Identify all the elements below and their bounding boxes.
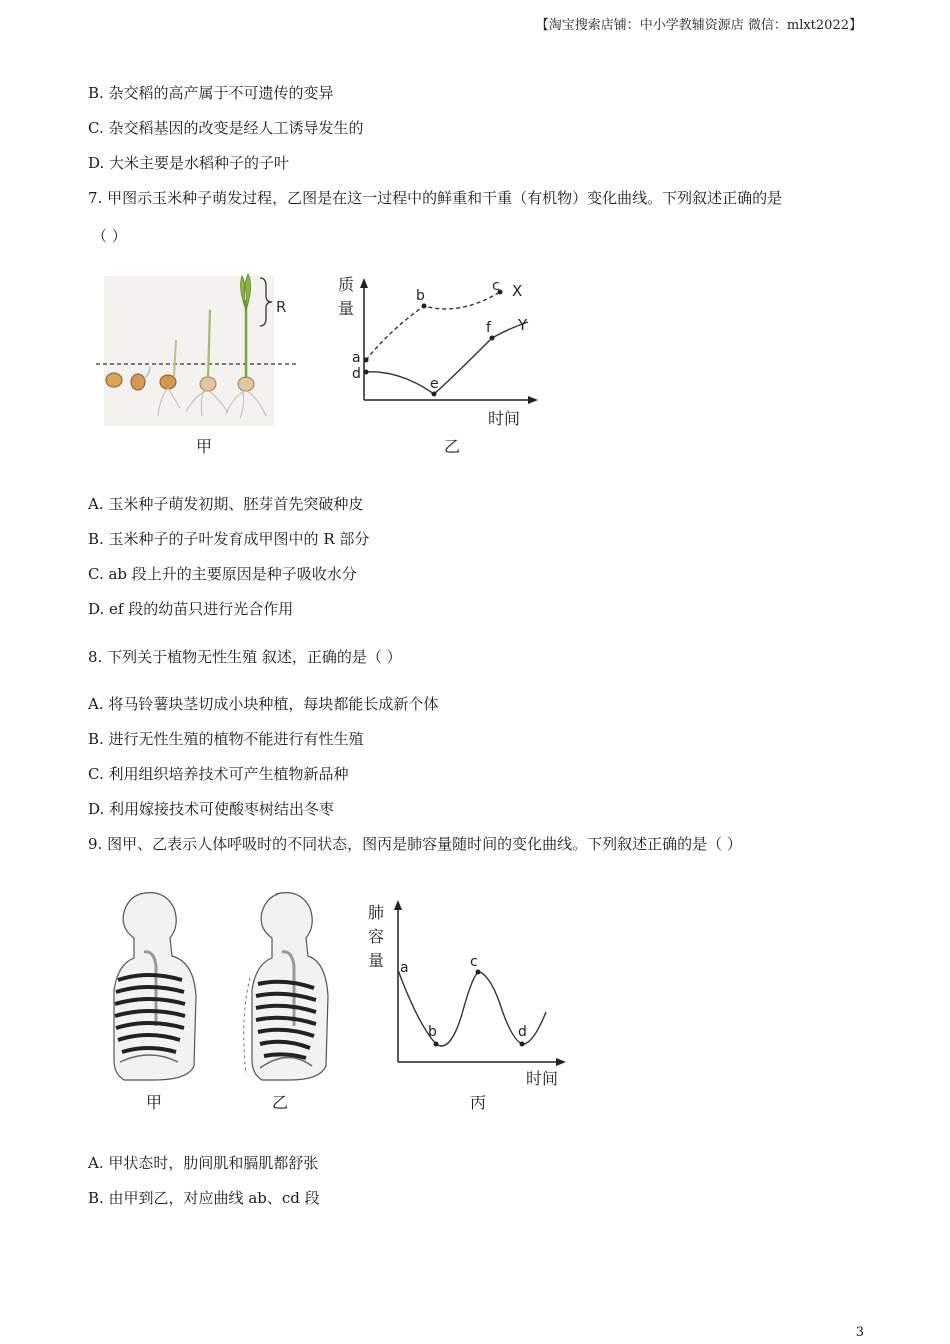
q7-option-b: B. 玉米种子的子叶发育成甲图中的 R 部分 <box>88 530 370 548</box>
caption-yi: 乙 <box>444 437 461 456</box>
ylabel-1: 肺 <box>368 903 385 922</box>
label-b: b <box>428 1024 437 1040</box>
point-b <box>422 304 427 309</box>
q9-option-b: B. 由甲到乙，对应曲线 ab、cd 段 <box>88 1189 320 1207</box>
q7-option-a: A. 玉米种子萌发初期、胚芽首先突破种皮 <box>88 495 364 513</box>
ylabel-2: 容 <box>368 927 385 946</box>
q6-option-c: C. 杂交稻基因的改变是经人工诱导发生的 <box>88 119 364 137</box>
label-a: a <box>400 960 409 976</box>
figure-lung-volume <box>362 894 572 1090</box>
q6-option-d: D. 大米主要是水稻种子的子叶 <box>88 154 290 172</box>
point-d <box>364 370 369 375</box>
ylabel-2: 量 <box>338 299 355 318</box>
q7-answer-blank: （ ） <box>92 227 127 245</box>
label-a: a <box>352 350 361 366</box>
label-c: c <box>492 278 500 294</box>
q7-option-c: C. ab 段上升的主要原因是种子吸收水分 <box>88 565 357 583</box>
caption-bing: 丙 <box>470 1093 487 1112</box>
figure-body-jia <box>100 888 200 1084</box>
chest-outline-dashed <box>244 978 250 1074</box>
point-f <box>490 336 495 341</box>
q8-option-a: A. 将马铃薯块茎切成小块种植，每块都能长成新个体 <box>88 695 439 713</box>
page-header: 【淘宝搜索店铺：中小学教辅资源店 微信：mlxt2022】 <box>535 18 862 33</box>
ylabel-1: 质 <box>338 275 355 294</box>
series-x-label: X <box>512 282 523 300</box>
q8-stem: 8. 下列关于植物无性生殖 叙述，正确的是（ ） <box>88 648 402 666</box>
caption-jia: 甲 <box>196 437 213 456</box>
seed-1 <box>106 373 122 387</box>
figure-weight-curve <box>330 270 550 430</box>
label-b: b <box>416 288 425 304</box>
point-a <box>364 358 369 363</box>
label-c: c <box>470 954 478 970</box>
q6-option-b: B. 杂交稻的高产属于不可遗传的变异 <box>88 84 334 102</box>
label-r: R <box>276 298 287 316</box>
q8-option-b: B. 进行无性生殖的植物不能进行有性生殖 <box>88 730 364 748</box>
label-f: f <box>486 320 491 336</box>
q9-stem: 9. 图甲、乙表示人体呼吸时的不同状态，图丙是肺容量随时间的变化曲线。下列叙述正确的是（ ） <box>88 835 742 853</box>
point-e <box>432 392 437 397</box>
q8-option-c: C. 利用组织培养技术可产生植物新品种 <box>88 765 349 783</box>
xlabel: 时间 <box>526 1069 559 1088</box>
series-y-label: Y <box>518 316 528 334</box>
label-e: e <box>430 376 439 392</box>
caption-body-yi: 乙 <box>272 1093 289 1112</box>
page-number: 3 <box>855 1325 864 1340</box>
point-b <box>434 1042 439 1047</box>
body-outline <box>252 893 328 1080</box>
caption-body-jia: 甲 <box>146 1093 163 1112</box>
ylabel-3: 量 <box>368 951 385 970</box>
label-d: d <box>518 1024 527 1040</box>
figure-seed-germination <box>96 270 306 430</box>
point-c <box>476 970 481 975</box>
point-d <box>520 1042 525 1047</box>
q7-stem: 7. 甲图示玉米种子萌发过程，乙图是在这一过程中的鲜重和干重（有机物）变化曲线。下列叙述正确的是 <box>88 189 783 207</box>
figure-body-yi <box>236 888 336 1084</box>
q8-option-d: D. 利用嫁接技术可使酸枣树结出冬枣 <box>88 800 335 818</box>
q7-option-d: D. ef 段的幼苗只进行光合作用 <box>88 600 294 618</box>
label-d: d <box>352 366 361 382</box>
xlabel: 时间 <box>488 409 521 428</box>
q9-option-a: A. 甲状态时，肋间肌和膈肌都舒张 <box>88 1154 319 1172</box>
